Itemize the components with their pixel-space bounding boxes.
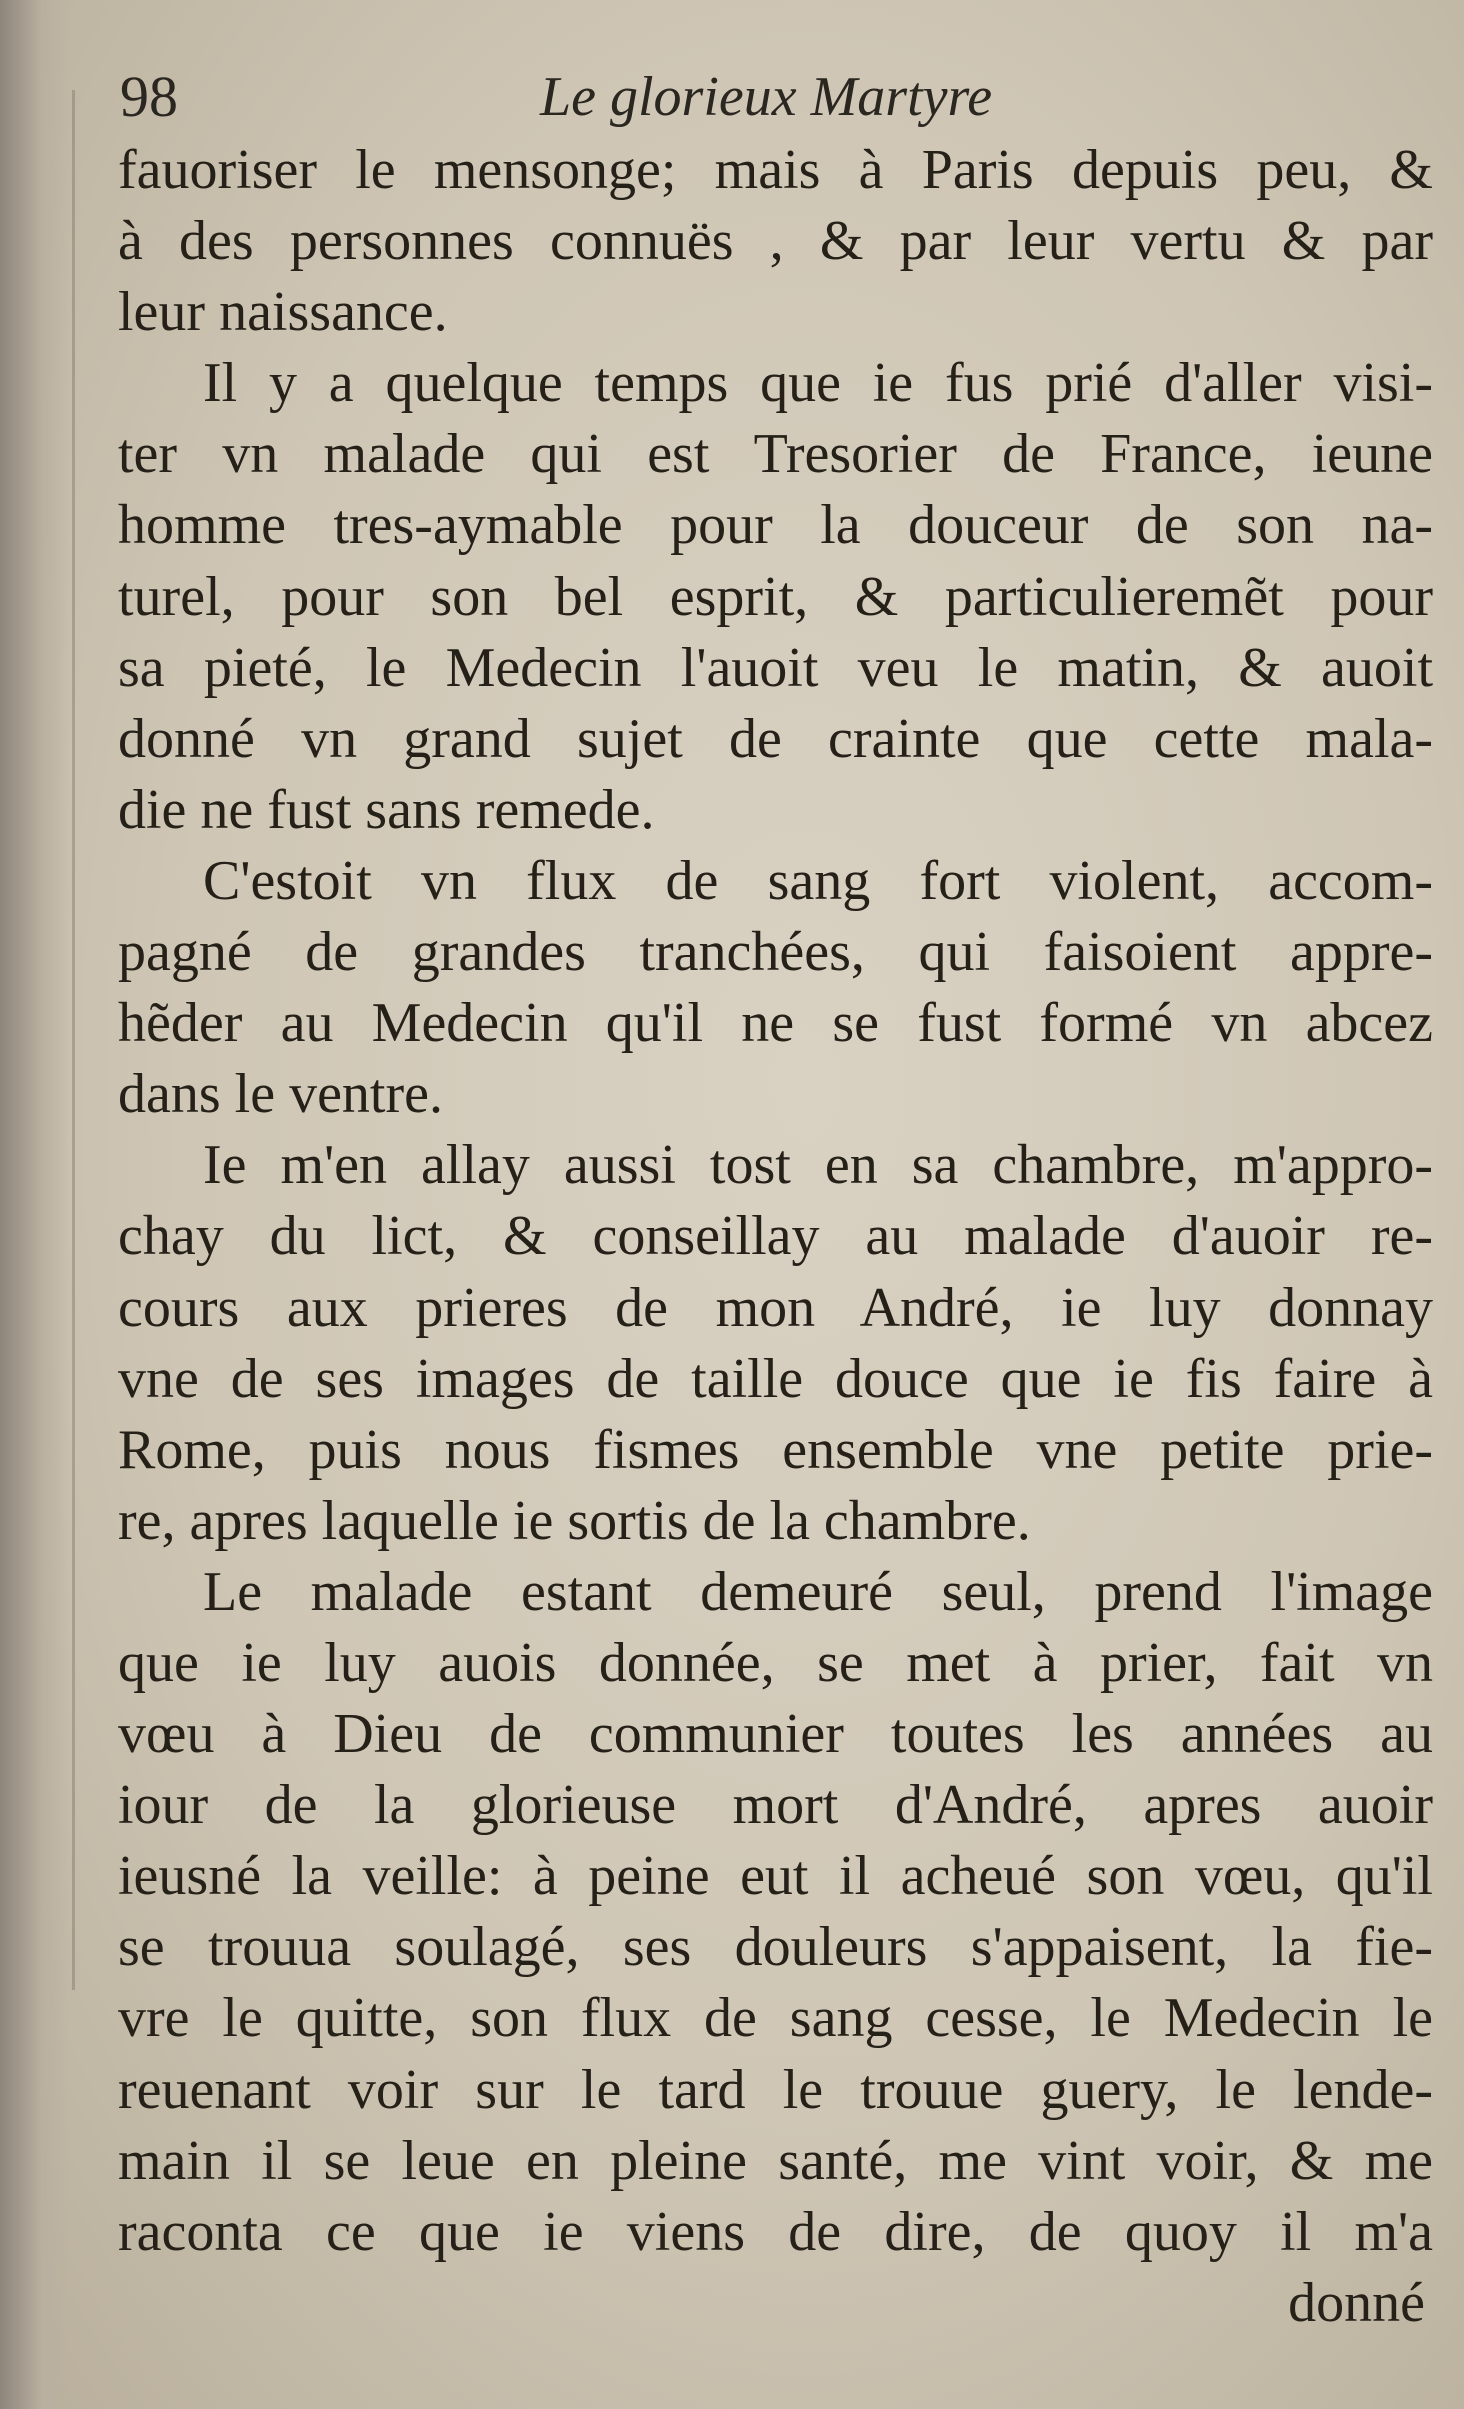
catchword: donné (1288, 2271, 1425, 2334)
text-line: cours aux prieres de mon André, ie luy donnay (118, 1276, 1433, 1339)
page-fold-line (72, 90, 75, 1990)
text-line: hẽder au Medecin qu'il ne se fust formé vn abcez (118, 992, 1433, 1055)
running-head: Le glorieux Martyre (540, 66, 993, 128)
text-line: C'estoit vn flux de sang fort violent, accom- (203, 849, 1433, 912)
text-line: ieusné la veille: à peine eut il acheué son vœu, qu'il (118, 1845, 1433, 1908)
text-line: homme tres-aymable pour la douceur de son na- (118, 494, 1433, 557)
page-header (120, 62, 1430, 132)
text-line: sa pieté, le Medecin l'auoit veu le matin, & auoit (118, 636, 1433, 699)
text-line: Rome, puis nous fismes ensemble vne petite prie- (118, 1418, 1433, 1481)
text-line: reuenant voir sur le tard le trouue guery, le lende- (118, 2058, 1433, 2121)
text-line: re, apres laquelle ie sortis de la chambre. (118, 1489, 1031, 1552)
text-line: dans le ventre. (118, 1063, 443, 1126)
text-line: main il se leue en pleine santé, me vint voir, & me (118, 2129, 1433, 2192)
text-line: que ie luy auois donnée, se met à prier, fait vn (118, 1631, 1433, 1694)
text-line: Le malade estant demeuré seul, prend l'image (203, 1560, 1433, 1623)
text-line: die ne fust sans remede. (118, 778, 655, 841)
text-line: chay du lict, & conseillay au malade d'auoir re- (118, 1205, 1433, 1268)
text-line: fauoriser le mensonge; mais à Paris depuis peu, & (118, 139, 1433, 201)
body-text (118, 135, 1433, 2339)
text-line: vœu à Dieu de communier toutes les années au (118, 1703, 1433, 1766)
text-line: vre le quitte, son flux de sang cesse, le Medecin le (118, 1987, 1433, 2050)
text-line: vne de ses images de taille douce que ie fis faire à (118, 1347, 1433, 1410)
text-line: à des personnes connuës , & par leur vertu & par (118, 210, 1433, 273)
text-line: turel, pour son bel esprit, & particulieremẽt pour (118, 565, 1433, 628)
text-line: donné vn grand sujet de crainte que cette mala- (118, 707, 1433, 770)
text-line: iour de la glorieuse mort d'André, apres auoir (118, 1774, 1433, 1837)
text-line: ter vn malade qui est Tresorier de France, ieune (118, 423, 1433, 486)
page-number: 98 (120, 64, 178, 129)
page-edge-shadow (0, 0, 70, 2409)
text-line: Il y a quelque temps que ie fus prié d'aller visi- (203, 352, 1433, 415)
text-line: pagné de grandes tranchées, qui faisoient appre- (118, 921, 1433, 984)
text-line: se trouua soulagé, ses douleurs s'appaisent, la fie- (118, 1916, 1433, 1979)
text-line: Ie m'en allay aussi tost en sa chambre, m'appro- (203, 1134, 1433, 1197)
text-line: raconta ce que ie viens de dire, de quoy il m'a (118, 2200, 1433, 2263)
text-line: leur naissance. (118, 281, 448, 344)
